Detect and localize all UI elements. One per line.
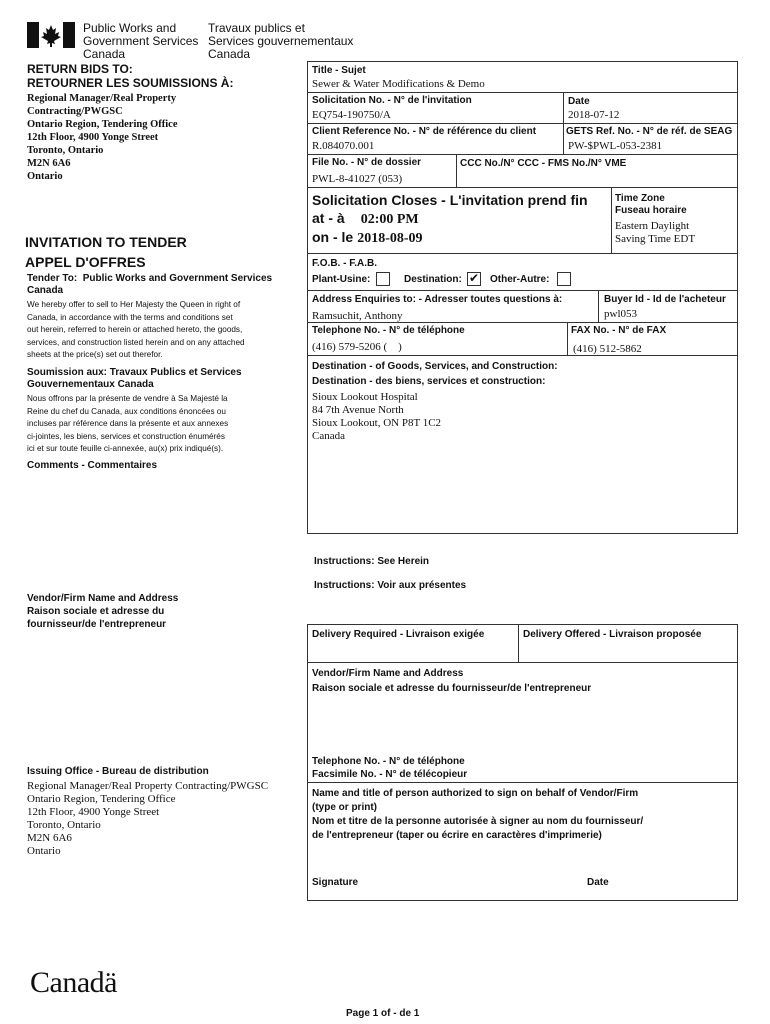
vendor-firm-label: Vendor/Firm Name and Address Raison sociale et adresse du fournisseur/de l'entrepreneur bbox=[312, 668, 592, 694]
ccc-label: CCC No./N° CCC - FMS No./N° VME bbox=[460, 158, 627, 169]
title-label: Title - Sujet bbox=[312, 65, 366, 76]
other-label: Other-Autre: bbox=[490, 274, 550, 285]
comments-label: Comments - Commentaires bbox=[27, 460, 158, 471]
canada-flag-icon bbox=[27, 22, 75, 48]
instructions-fr: Instructions: Voir aux présentes bbox=[314, 580, 467, 591]
file-label: File No. - N° de dossier bbox=[312, 157, 422, 168]
solicitation-value: EQ754-190750/A bbox=[312, 109, 391, 121]
plant-label: Plant-Usine: bbox=[312, 274, 371, 285]
soumission-heading: Soumission aux: Travaux Publics et Services Gouvernementaux Canada bbox=[27, 367, 242, 390]
delivery-required-label: Delivery Required - Livraison exigée bbox=[312, 629, 485, 640]
client-ref-label: Client Reference No. - N° de référence du client bbox=[312, 126, 537, 137]
client-ref-value: R.084070.001 bbox=[312, 140, 375, 152]
fob-label: F.O.B. - F.A.B. bbox=[312, 258, 377, 269]
address-enquiries-value: Ramsuchit, Anthony bbox=[312, 310, 403, 322]
timezone-label: Time Zone Fuseau horaire bbox=[615, 193, 687, 216]
issuing-office-label: Issuing Office - Bureau de distribution bbox=[27, 766, 209, 777]
gets-value: PW-$PWL-053-2381 bbox=[568, 140, 663, 152]
instructions-en: Instructions: See Herein bbox=[314, 556, 430, 567]
header-org-fr: Travaux publics et Services gouvernementaux Canada bbox=[208, 21, 354, 61]
return-bids-address: Regional Manager/Real Property Contracting/PWGSC Ontario Region, Tendering Office 12th Floor, 4900 Yonge Street Toronto, Ontario M2N 6A6 Ontario bbox=[27, 93, 178, 182]
signature-label: Signature bbox=[312, 877, 359, 888]
tender-to: Tender To: Public Works and Government Services Canada bbox=[27, 273, 273, 296]
closes-title: Solicitation Closes - L'invitation prend fin bbox=[312, 192, 588, 208]
return-bids-heading: RETURN BIDS TO: RETOURNER LES SOUMISSIONS À: bbox=[27, 62, 234, 90]
destination-label: Destination: bbox=[404, 274, 462, 285]
tender-to-text: We hereby offer to sell to Her Majesty the Queen in right of Canada, in accordance with the terms and conditions set out herein, referred to herein or attached hereto, the goods, services, and construction listed herein and on any attached sheets at the price(s) set out therefor. bbox=[27, 300, 245, 359]
page-number: Page 1 of - de 1 bbox=[346, 1008, 420, 1019]
closes-at: at - à 02:00 PM bbox=[312, 210, 419, 227]
checkmark-icon: ✔ bbox=[469, 271, 480, 285]
soumission-text: Nous offrons par la présente de vendre à Sa Majesté la Reine du chef du Canada, aux conditions énoncées ou incluses par référence dans la présente et aux annexes ci-jointes, les biens, services et construction énumérés ici et sur toute feuille ci-annexée, au(x) prix indiqué(s). bbox=[27, 394, 229, 453]
header-org-en: Public Works and Government Services Canada bbox=[83, 21, 199, 61]
closes-on: on - le 2018-08-09 bbox=[312, 229, 423, 246]
date-value: 2018-07-12 bbox=[568, 109, 620, 121]
address-enquiries-label: Address Enquiries to: - Adresser toutes questions à: bbox=[312, 294, 563, 305]
plant-checkbox[interactable] bbox=[376, 272, 390, 286]
title-value: Sewer & Water Modifications & Demo bbox=[312, 78, 485, 90]
fax-label: FAX No. - N° de FAX bbox=[571, 325, 667, 336]
tel-fax-label: Telephone No. - N° de téléphone Facsimile No. - N° de télécopieur bbox=[312, 756, 468, 780]
authorized-person-label: Name and title of person authorized to sign on behalf of Vendor/Firm (type or print) Nom et titre de la personne autorisée à signer au nom du fournisseur/ de l'entrepreneur (taper ou écrire en caractères d'imprimerie) bbox=[312, 788, 644, 841]
destination-checkbox[interactable] bbox=[467, 272, 481, 286]
solicitation-label: Solicitation No. - N° de l'invitation bbox=[312, 95, 472, 106]
invitation-title: INVITATION TO TENDER APPEL D'OFFRES bbox=[25, 234, 187, 270]
delivery-offered-label: Delivery Offered - Livraison proposée bbox=[523, 629, 702, 640]
destination-address: Sioux Lookout Hospital 84 7th Avenue North Sioux Lookout, ON P8T 1C2 Canada bbox=[312, 391, 442, 442]
file-value: PWL-8-41027 (053) bbox=[312, 173, 403, 185]
fax-value: (416) 512-5862 bbox=[573, 343, 642, 355]
destination-goods-label: Destination - of Goods, Services, and Construction: Destination - des biens, services et construction: bbox=[312, 361, 558, 387]
phone-label: Telephone No. - N° de téléphone bbox=[312, 325, 465, 336]
vendor-left-label: Vendor/Firm Name and Address Raison sociale et adresse du fournisseur/de l'entrepreneur bbox=[27, 593, 179, 630]
issuing-office-address: Regional Manager/Real Property Contracting/PWGSC Ontario Region, Tendering Office 12th Floor, 4900 Yonge Street Toronto, Ontario M2N 6A6 Ontario bbox=[27, 780, 269, 857]
other-checkbox[interactable] bbox=[557, 272, 571, 286]
gets-label: GETS Ref. No. - N° de réf. de SEAG bbox=[566, 126, 733, 137]
signature-date-label: Date bbox=[587, 877, 609, 888]
canada-wordmark: Canadä bbox=[30, 966, 117, 999]
buyer-label: Buyer Id - Id de l'acheteur bbox=[604, 294, 726, 305]
phone-value: (416) 579-5206 ( ) bbox=[312, 341, 402, 353]
date-label: Date bbox=[568, 96, 590, 107]
timezone-value: Eastern Daylight Saving Time EDT bbox=[615, 220, 696, 245]
buyer-value: pwl053 bbox=[604, 308, 637, 320]
